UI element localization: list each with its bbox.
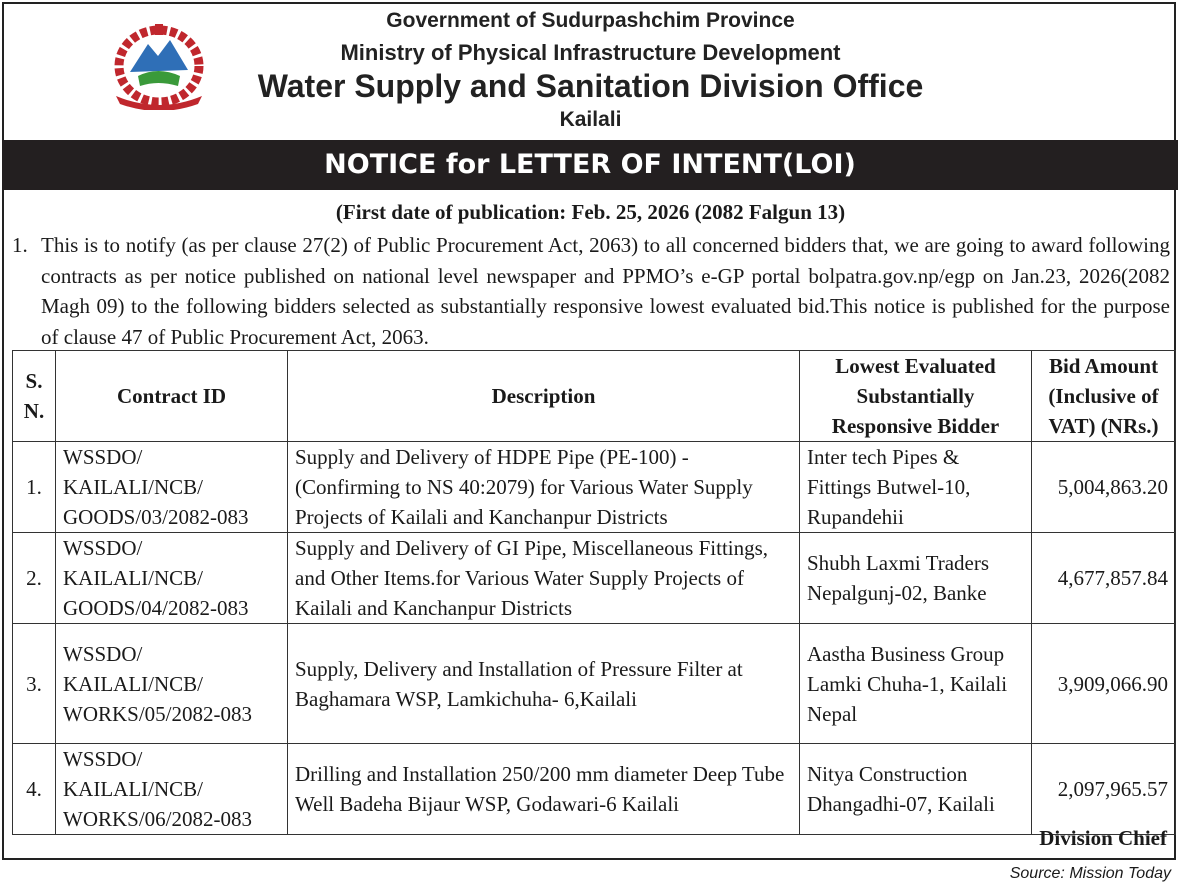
cell-description: Drilling and Installation 250/200 mm diameter Deep Tube Well Badeha Bijaur WSP, Godawari-6 Kailali bbox=[288, 744, 800, 835]
cell-description: Supply and Delivery of GI Pipe, Miscellaneous Fittings, and Other Items.for Various Water Supply Projects of Kailali and Kanchanpur Districts bbox=[288, 533, 800, 624]
header-sn: S. N. bbox=[13, 351, 56, 442]
header-contract-id: Contract ID bbox=[56, 351, 288, 442]
cell-sn: 2. bbox=[13, 533, 56, 624]
cell-contract-id: WSSDO/ KAILALI/NCB/ GOODS/03/2082-083 bbox=[56, 442, 288, 533]
cell-bidder: Shubh Laxmi Traders Nepalgunj-02, Banke bbox=[800, 533, 1032, 624]
cell-bidder: Inter tech Pipes & Fittings Butwel-10, Rupandehii bbox=[800, 442, 1032, 533]
government-name: Government of Sudurpashchim Province bbox=[386, 9, 795, 32]
source-credit: Source: Mission Today bbox=[1009, 865, 1171, 882]
table-row bbox=[13, 442, 1176, 533]
cell-contract-id: WSSDO/ KAILALI/NCB/ GOODS/04/2082-083 bbox=[56, 533, 288, 624]
cell-description: Supply, Delivery and Installation of Pressure Filter at Baghamara WSP, Lamkichuha- 6,Kailali bbox=[288, 624, 800, 744]
header-bidder: Lowest Evaluated Substantially Responsive Bidder bbox=[800, 351, 1032, 442]
cell-amount: 3,909,066.90 bbox=[1032, 624, 1176, 744]
cell-amount: 4,677,857.84 bbox=[1032, 533, 1176, 624]
cell-description: Supply and Delivery of HDPE Pipe (PE-100) - (Confirming to NS 40:2079) for Various Water Supply Projects of Kailali and Kanchanpur Districts bbox=[288, 442, 800, 533]
table-row bbox=[13, 744, 1176, 835]
header-description: Description bbox=[288, 351, 800, 442]
cell-amount: 2,097,965.57 bbox=[1032, 744, 1176, 835]
ministry-name: Ministry of Physical Infrastructure Development bbox=[340, 40, 841, 65]
cell-sn: 4. bbox=[13, 744, 56, 835]
contracts-table bbox=[12, 350, 1176, 835]
district-name: Kailali bbox=[559, 108, 622, 131]
cell-bidder: Nitya Construction Dhangadhi-07, Kailali bbox=[800, 744, 1032, 835]
office-name: Water Supply and Sanitation Division Office bbox=[257, 68, 924, 104]
cell-bidder: Aastha Business Group Lamki Chuha-1, Kailali Nepal bbox=[800, 624, 1032, 744]
cell-contract-id: WSSDO/ KAILALI/NCB/ WORKS/06/2082-083 bbox=[56, 744, 288, 835]
table-row bbox=[13, 533, 1176, 624]
paragraph-number: 1. bbox=[12, 233, 28, 257]
table-row bbox=[13, 624, 1176, 744]
cell-sn: 1. bbox=[13, 442, 56, 533]
table-header-row bbox=[13, 351, 1176, 442]
header-bid-amount: Bid Amount (Inclusive of VAT) (NRs.) bbox=[1032, 351, 1176, 442]
cell-amount: 5,004,863.20 bbox=[1032, 442, 1176, 533]
paragraph-text: This is to notify (as per clause 27(2) of Public Procurement Act, 2063) to all concerned bidders that, we are going to award following contracts as per notice published on national level newspaper and PPMO’s e-GP portal bolpatra.gov.np/egp on Jan.23, 2026(2082 Magh 09) to the following bidders selected as substantially responsive lowest evaluated bid.This notice is published for the purpose of clause 47 of Public Procurement Act, 2063. bbox=[41, 233, 1170, 349]
notice-paragraph bbox=[12, 230, 1170, 352]
cell-sn: 3. bbox=[13, 624, 56, 744]
cell-contract-id: WSSDO/ KAILALI/NCB/ WORKS/05/2082-083 bbox=[56, 624, 288, 744]
signature: Division Chief bbox=[1039, 826, 1167, 850]
publication-date: (First date of publication: Feb. 25, 2026 (2082 Falgun 13) bbox=[335, 200, 846, 224]
notice-title: NOTICE for LETTER OF INTENT(LOI) bbox=[2, 140, 1178, 190]
